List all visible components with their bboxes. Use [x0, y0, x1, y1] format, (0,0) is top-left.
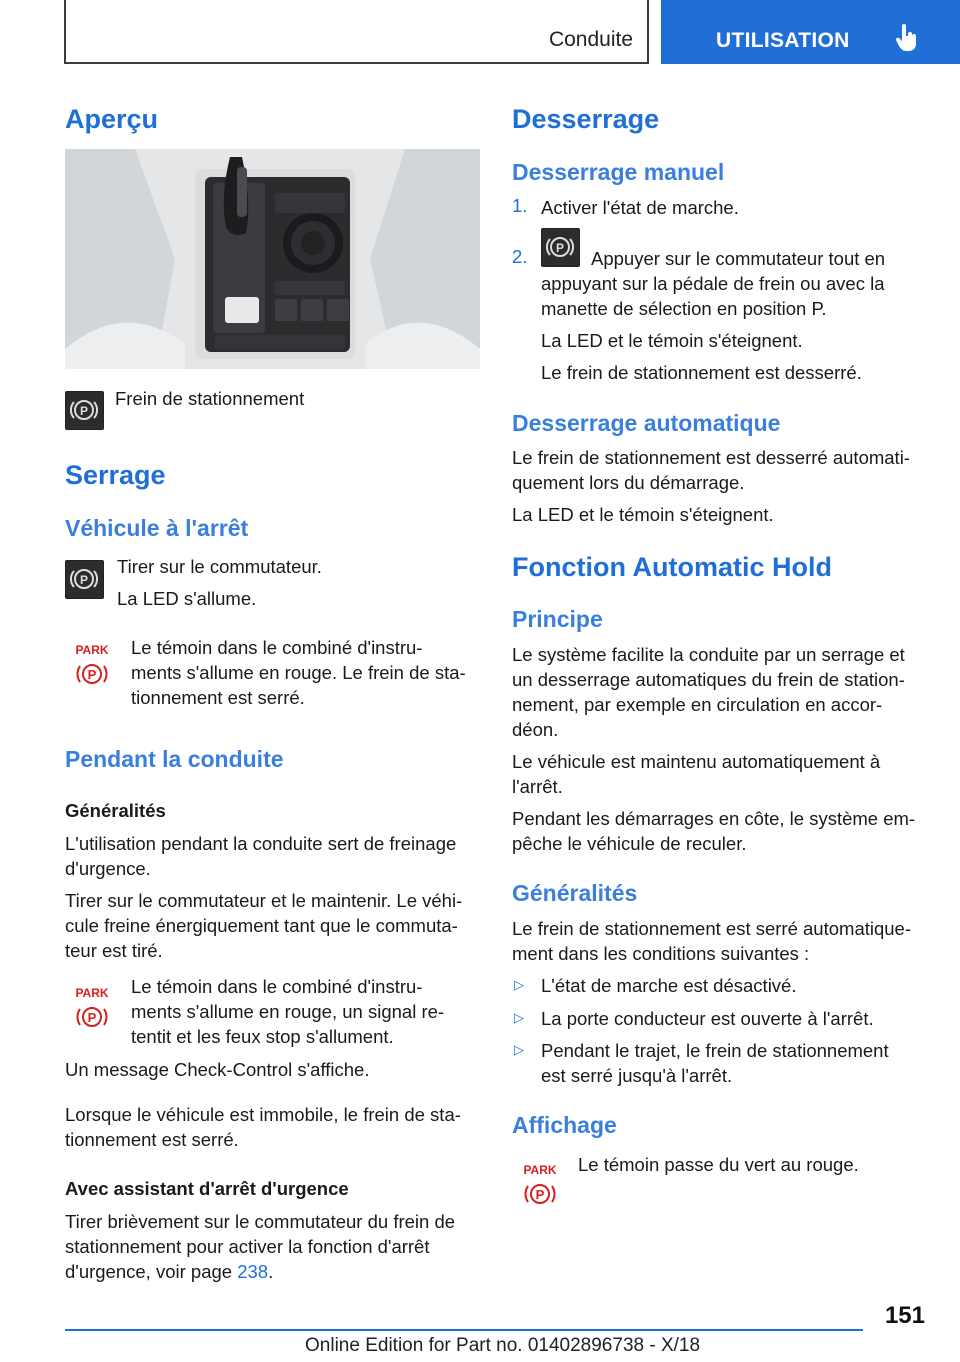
bullet-triangle-icon: ▷	[514, 1042, 524, 1057]
text-assistant-3-pre: d'urgence, voir page	[65, 1261, 238, 1282]
text-gen-1: Le frein de stationnement est serré automatique-	[512, 918, 912, 939]
header-chapter-box[interactable]	[661, 0, 960, 64]
text-maintenu-2: l'arrêt.	[512, 776, 563, 797]
text-temoin-signal-1: Le témoin dans le combiné d'instru-	[131, 976, 423, 997]
svg-text:PARK: PARK	[523, 1163, 557, 1177]
step-number-2: 2.	[512, 246, 528, 267]
subsection-title-affichage: Affichage	[512, 1112, 617, 1138]
svg-text:P: P	[555, 241, 565, 255]
step-number-1: 1.	[512, 195, 528, 216]
svg-text:P: P	[87, 1010, 97, 1025]
hand-pointer-icon	[896, 24, 918, 52]
section-title-apercu: Aperçu	[65, 104, 159, 134]
page-link-238[interactable]: 238	[237, 1261, 269, 1282]
heading-assistant-arret-urgence: Avec assistant d'arrêt d'urgence	[65, 1178, 349, 1199]
section-title-serrage: Serrage	[65, 460, 166, 490]
bullet-item: L'état de marche est désactivé.	[541, 975, 797, 996]
bullet-item-continued: est serré jusqu'à l'arrêt.	[541, 1065, 733, 1086]
step-2-frein-text: Le frein de stationnement est desserré.	[541, 362, 862, 383]
text-auto-led: La LED et le témoin s'éteignent.	[512, 504, 774, 525]
text-immobile-1: Lorsque le véhicule est immobile, le frein de sta-	[65, 1104, 461, 1125]
text-led-allume: La LED s'allume.	[117, 588, 257, 609]
step-2-text-3: manette de sélection en position P.	[541, 298, 827, 319]
text-immobile-2: tionnement est serré.	[65, 1129, 239, 1150]
step-2-text-2: appuyant sur la pédale de frein ou avec la	[541, 273, 885, 294]
bullet-triangle-icon: ▷	[514, 1010, 524, 1025]
text-utilisation-2: d'urgence.	[65, 858, 151, 879]
subsection-title-vehicule-arret: Véhicule à l'arrêt	[65, 515, 249, 541]
footer-edition-text: Online Edition for Part no. 01402896738 - X/18	[305, 1335, 701, 1356]
svg-text:P: P	[79, 404, 89, 418]
footer-divider	[65, 1329, 863, 1331]
text-cote-1: Pendant les démarrages en côte, le système em-	[512, 808, 916, 829]
parking-brake-button-icon	[541, 228, 580, 267]
text-maintenu-1: Le véhicule est maintenu automatiquement à	[512, 751, 881, 772]
page-number: 151	[884, 1302, 925, 1329]
text-auto-1: Le frein de stationnement est desserré automati-	[512, 447, 910, 468]
heading-generalites-left: Généralités	[65, 800, 166, 821]
park-warning-icon	[520, 1162, 560, 1208]
text-assistant-1: Tirer brièvement sur le commutateur du frein de	[65, 1211, 456, 1232]
svg-text:PARK: PARK	[75, 643, 109, 657]
subsection-title-generalites-right: Généralités	[512, 880, 638, 906]
text-principe-2: un desserrage automatiques du frein de station-	[512, 669, 905, 690]
parking-brake-label: Frein de stationnement	[115, 388, 305, 409]
text-affichage: Le témoin passe du vert au rouge.	[578, 1154, 859, 1175]
text-auto-2: quement lors du démarrage.	[512, 472, 745, 493]
text-principe-4: déon.	[512, 719, 559, 740]
section-title-desserrage: Desserrage	[512, 104, 660, 134]
text-principe-1: Le système facilite la conduite par un serrage et	[512, 644, 905, 665]
text-temoin-rouge-3: tionnement est serré.	[131, 687, 305, 708]
svg-text:PARK: PARK	[75, 986, 109, 1000]
park-warning-icon	[72, 985, 112, 1031]
subsection-title-desserrage-automatique: Desserrage automatique	[512, 410, 781, 436]
step-1-text: Activer l'état de marche.	[541, 197, 739, 218]
text-tirer-commutateur: Tirer sur le commutateur.	[117, 556, 322, 577]
text-tirer-maintenir-1: Tirer sur le commutateur et le maintenir. Le véhi-	[65, 890, 463, 911]
text-assistant-2: stationnement pour activer la fonction d'arrêt	[65, 1236, 430, 1257]
text-temoin-rouge-2: ments s'allume en rouge. Le frein de sta-	[131, 662, 466, 683]
subsection-title-principe: Principe	[512, 606, 603, 632]
bullet-item: La porte conducteur est ouverte à l'arrêt.	[541, 1008, 874, 1029]
text-assistant-3-post: .	[268, 1261, 274, 1282]
park-warning-icon	[72, 642, 112, 688]
text-principe-3: nement, par exemple en circulation en accor-	[512, 694, 883, 715]
header-chapter-label: UTILISATION	[716, 29, 850, 52]
gear-selector-photo	[65, 149, 480, 369]
parking-brake-button-icon	[65, 560, 104, 599]
text-cote-2: pêche le véhicule de reculer.	[512, 833, 747, 854]
text-tirer-maintenir-2: cule freine énergiquement tant que le commuta-	[65, 915, 458, 936]
text-assistant-3	[65, 1259, 273, 1285]
section-title-automatic-hold: Fonction Automatic Hold	[512, 552, 832, 582]
text-tirer-maintenir-3: teur est tiré.	[65, 940, 163, 961]
svg-text:P: P	[87, 667, 97, 682]
svg-text:P: P	[79, 573, 89, 587]
step-2-led-text: La LED et le témoin s'éteignent.	[541, 330, 803, 351]
svg-text:P: P	[535, 1187, 545, 1202]
header-section-box	[64, 0, 649, 64]
parking-brake-button-icon	[65, 391, 104, 430]
text-check-control: Un message Check-Control s'affiche.	[65, 1059, 370, 1080]
text-temoin-signal-3: tentit et les feux stop s'allument.	[131, 1026, 394, 1047]
bullet-item: Pendant le trajet, le frein de stationnement	[541, 1040, 889, 1061]
step-2-text-1: Appuyer sur le commutateur tout en	[591, 248, 886, 269]
subsection-title-desserrage-manuel: Desserrage manuel	[512, 159, 725, 185]
subsection-title-pendant-conduite: Pendant la conduite	[65, 746, 284, 772]
bullet-triangle-icon: ▷	[514, 977, 524, 992]
header-section-label: Conduite	[548, 28, 633, 51]
text-utilisation-1: L'utilisation pendant la conduite sert de freinage	[65, 833, 457, 854]
text-gen-2: ment dans les conditions suivantes :	[512, 943, 810, 964]
text-temoin-rouge-1: Le témoin dans le combiné d'instru-	[131, 637, 423, 658]
text-temoin-signal-2: ments s'allume en rouge, un signal re-	[131, 1001, 445, 1022]
